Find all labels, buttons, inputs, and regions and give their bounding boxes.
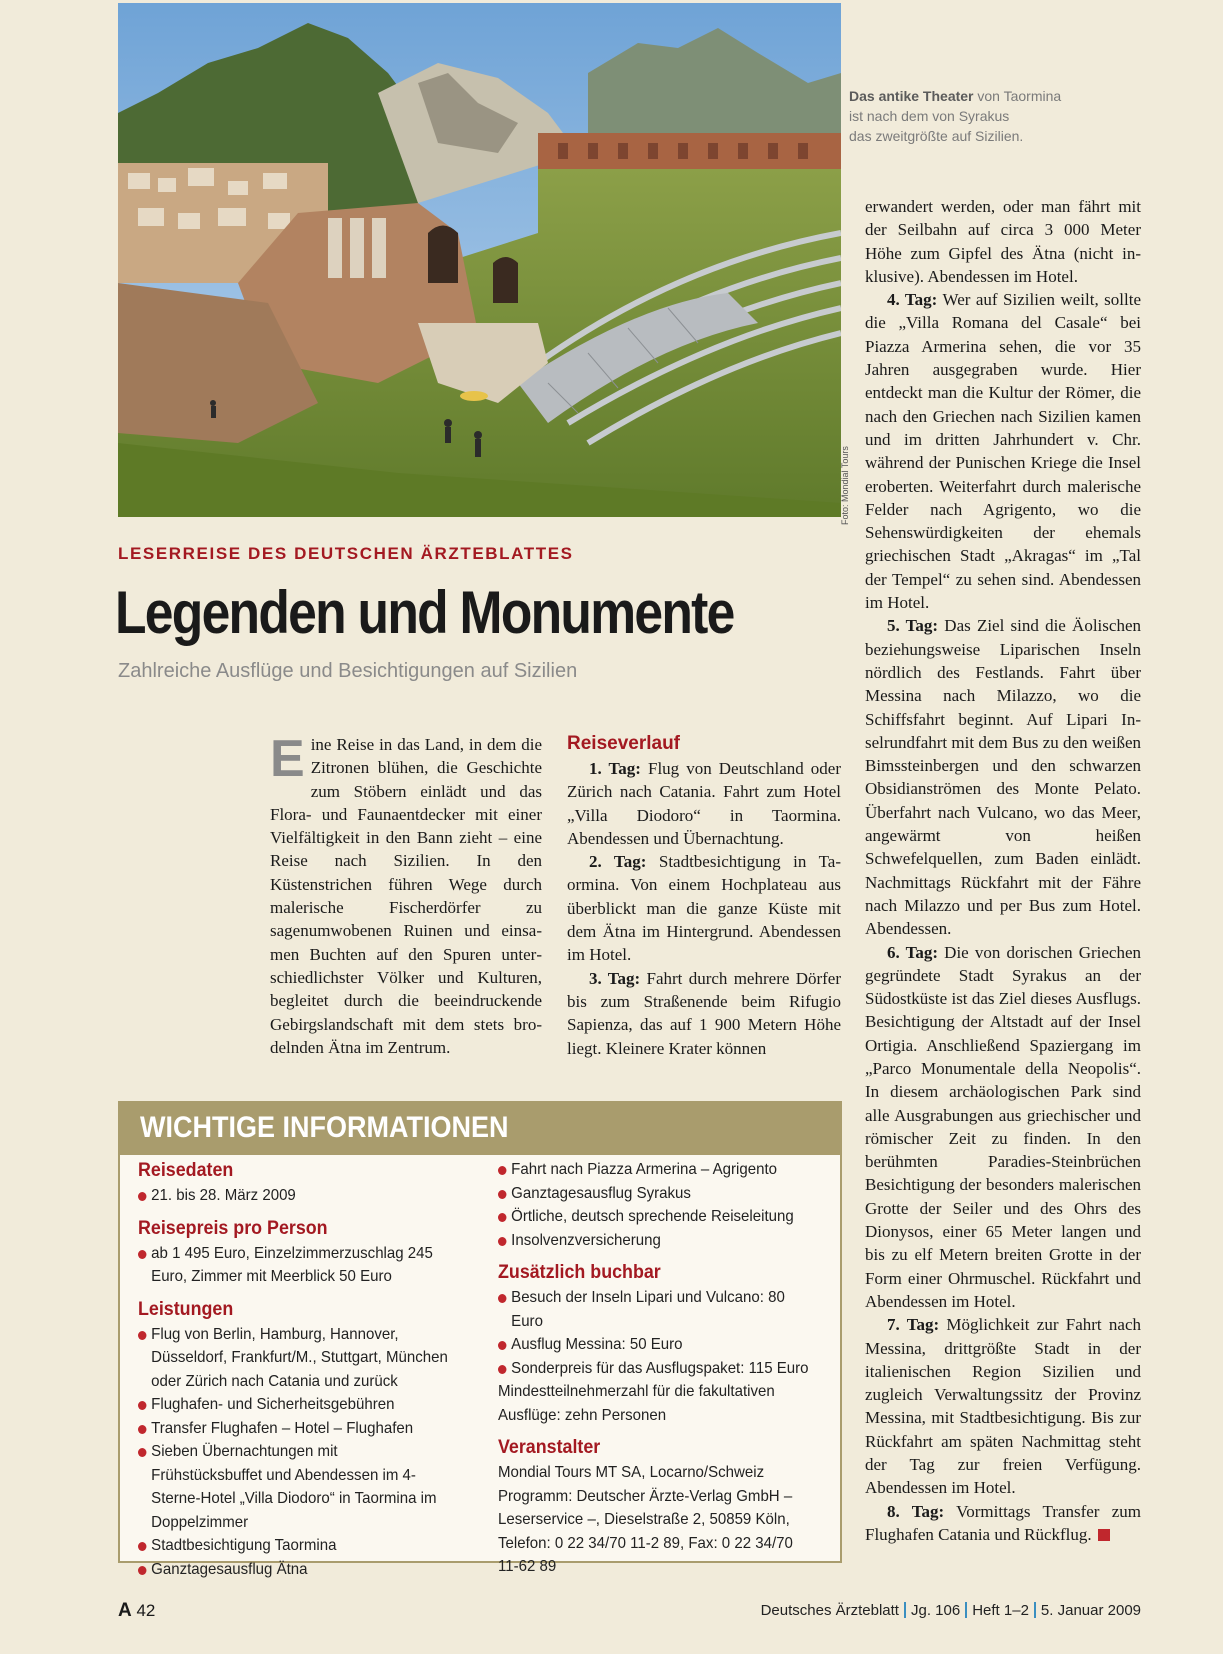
footer-divider (965, 1602, 967, 1618)
zusatz-note: Mindestteilnehmerzahl für die fakultativen Ausflüge: zehn Personen (498, 1383, 775, 1424)
itinerary-heading: Reiseverlauf (567, 733, 681, 754)
footer-divider (904, 1602, 906, 1618)
journal-volume: Jg. 106 (910, 1602, 961, 1619)
article-subhead: Zahlreiche Ausflüge und Besichtigungen auf Sizilien (118, 660, 578, 682)
theatre-photo-illustration (118, 3, 841, 517)
day-label: 8. Tag: (887, 1501, 945, 1521)
page-number-value: 42 (131, 1601, 156, 1620)
article-kicker: LESERREISE DES DEUTSCHEN ÄRZTEBLATTES (118, 544, 574, 563)
info-left-column (138, 1158, 448, 1581)
caption-text-1: von Taormina (973, 88, 1062, 104)
day-label: 7. Tag: (887, 1315, 940, 1335)
theatre-photo (118, 3, 841, 517)
journal-date: 5. Januar 2009 (1040, 1602, 1141, 1619)
day-label: 4. Tag: (887, 290, 938, 310)
list-item: Stadtbesichtigung Taormina (138, 1534, 448, 1558)
caption-text-2: ist nach dem von Syrakus (849, 108, 1010, 124)
veranstalter-heading: Veranstalter (498, 1437, 601, 1458)
day-paragraph (865, 1313, 1141, 1499)
article-headline: Legenden und Monumente (115, 579, 734, 646)
info-box-header (120, 1103, 840, 1155)
day-text: Wer auf Sizilien weilt, sollte die „Villa Romana del Casale“ bei Piazza Armerina sehen, die vor 35 Jahren ausgegraben wurde. Hier entdeckt man die Kultur der Römer, die nach den Griechen nach Sizilien kamen und im dritten Jahrhundert v. Chr. während der Punischen Kriege die Insel eroberten. Weiterfahrt durch malerische Felder nach Agrigento, wo die Sehenswürdigkeiten der ehemals griechischen Stadt „Akragas“ im „Tal der Tempel“ zu sehen sind. Abendessen im Hotel. (865, 290, 1141, 613)
caption-text-3: das zweitgrößte auf Sizilien. (849, 128, 1024, 144)
list-item: Örtliche, deutsch sprechende Reiseleitung (498, 1205, 810, 1229)
day-paragraph (865, 614, 1141, 940)
page-number (118, 1600, 155, 1622)
journal-name: Deutsches Ärzteblatt (760, 1602, 899, 1619)
day-paragraph (865, 288, 1141, 614)
info-right-column (498, 1158, 810, 1579)
caption-bold: Das antike Theater (849, 88, 974, 104)
itinerary-column (567, 733, 841, 1060)
list-item: Sieben Übernachtungen mit Frühstücksbuffet und Abendessen im 4-Sterne-Hotel „Villa Diodoro“ in Taormina im Doppelzimmer (138, 1440, 448, 1534)
list-item: Besuch der Inseln Lipari und Vulcano: 80 Euro (498, 1286, 810, 1333)
continuation-paragraph: erwandert werden, oder man fährt mit der Seilbahn auf circa 3 000 Meter Höhe zum Gipfel des Ätna (nicht inklusive). Abendessen im Hotel. (865, 197, 1141, 286)
photo-caption (849, 86, 1079, 146)
list-item: Sonderpreis für das Ausflugspaket: 115 Euro (498, 1357, 810, 1381)
day-paragraph (567, 967, 841, 1060)
photo-credit: Foto: Mondial Tours (840, 446, 850, 525)
info-box (118, 1101, 842, 1578)
list-item: Insolvenzversicherung (498, 1229, 810, 1253)
list-item: 21. bis 28. März 2009 (138, 1184, 448, 1208)
day-text: Flug von Deutschland oder Zürich nach Catania. Fahrt zum Hotel „Villa Diodoro“ in Taormina. Abendessen und Übernachtung. (567, 759, 841, 848)
intro-column (270, 730, 542, 1059)
footer-divider (1034, 1602, 1036, 1618)
page-prefix: A (118, 1600, 132, 1621)
day-text: Möglichkeit zur Fahrt nach Messina, drittgrößte Stadt in der italienischen Region Sizilien und zugleich Verwaltungssitz der Provinz Messina, mit Stadtbesichtigung. Bis zur Rückfahrt am späten Nachmittag steht der Tag zur freien Verfügung. Abendessen im Hotel. (865, 1315, 1141, 1498)
list-item: Ausflug Messina: 50 Euro (498, 1333, 810, 1357)
list-item: Ganztagesausflug Syrakus (498, 1182, 810, 1206)
day-label: 6. Tag: (887, 942, 939, 962)
day-paragraph (567, 850, 841, 966)
journal-footer (761, 1602, 1141, 1619)
list-item: Ganztagesausflug Ätna (138, 1558, 448, 1582)
day-label: 3. Tag: (589, 968, 641, 988)
list-item: Transfer Flughafen – Hotel – Flughafen (138, 1417, 448, 1441)
reisedaten-heading: Reisedaten (138, 1160, 234, 1181)
veranstalter-text: Mondial Tours MT SA, Locarno/Schweiz Programm: Deutscher Ärzte-Verlag GmbH – Leserservice –, Dieselstraße 2, 50859 Köln, Telefon: 0 22 34/70 11-2 89, Fax: 0 22 34/70 11-62 89 (498, 1464, 793, 1575)
leistungen-heading: Leistungen (138, 1298, 234, 1320)
info-box-title: WICHTIGE INFORMATIONEN (140, 1111, 509, 1144)
continuation-column (865, 195, 1141, 1546)
day-text: Das Ziel sind die Äolischen beziehungsweise Liparischen Inseln nördlich des Festlands. Fahrt über Messina nach Milazzo, wo die Schiffsfahrt beginnt. Auf Lipari Inselrundfahrt mit dem Bus zu den weißen Bimssteinbergen und den schwarzen Obsidianströmen des Monte Pelato. Überfahrt nach Vulcano, wo das Meer, angewärmt von heißen Schwefelquellen, zum Baden einlädt. Nachmittags Rückfahrt mit der Fähre nach Milazzo und per Bus zum Hotel. Abendessen. (865, 616, 1141, 939)
day-paragraph (865, 941, 1141, 1314)
list-item: ab 1 495 Euro, Einzelzimmerzuschlag 245 Euro, Zimmer mit Meerblick 50 Euro (138, 1242, 448, 1289)
day-paragraph (567, 757, 841, 850)
list-item: Fahrt nach Piazza Armerina – Agrigento (498, 1158, 810, 1182)
day-label: 1. Tag: (589, 759, 641, 778)
day-text: Die von dorischen Griechen gegründete Stadt Syrakus an der Südostküste ist das Ziel dieses Ausflugs. Besichtigung der Altstadt auf der Insel Ortigia. Anschließend Spaziergang im „Parco Monumentale della Neopolis“. In diesem archäologischen Park sind alle Ausgrabungen aus griechischer und römischer Zeit zu finden. In den berühmten Paradies-Steinbrüchen Besichtigung der besonders malerischen Grotte der Seiler und des Ohrs des Dionysos, einer 65 Meter langen und bis zu elf Metern breiten Grotte in der Form einer Ohrmuschel. Rückfahrt und Abendessen im Hotel. (865, 942, 1142, 1311)
list-item: Flug von Berlin, Hamburg, Hannover, Düsseldorf, Frankfurt/M., Stuttgart, München oder Zürich nach Catania und zurück (138, 1323, 448, 1394)
day-text: Stadtbesichtigung in Taormina. Von einem Hochplateau aus überblickt man die ganze Küste mit dem Ätna im Hintergrund. Abendessen im Hotel. (567, 852, 841, 965)
preis-heading: Reisepreis pro Person (138, 1217, 328, 1239)
day-text: Fahrt durch mehrere Dörfer bis zum Straßenende beim Rifugio Sapienza, das auf 1 900 Metern Höhe liegt. Kleinere Krater können (567, 968, 842, 1058)
zusatz-heading: Zusätzlich buchbar (498, 1262, 661, 1283)
journal-issue: Heft 1–2 (972, 1602, 1029, 1619)
day-label: 5. Tag: (887, 616, 939, 636)
drop-cap: E (270, 730, 305, 788)
day-text: Vormittags Transfer zum Flughafen Catania und Rückflug. (865, 1501, 1141, 1544)
intro-text: ine Reise in das Land, in dem die Zitronen blühen, die Geschichte zum Stöbern einlädt und das Flora- und Faunaentdecker mit einer Vielfältigkeit in den Bann zieht – eine Reise nach Sizilien. In den Küstenstrichen führen Wege durch malerische Fischerdörfer zu sagenumwobenen Ruinen und einsamen Buchten auf den Spuren unterschiedlichster Völker und Kulturen, begleitet durch die beeindruckende Gebirgslandschaft mit dem stets brodelnden Ätna im Zentrum. (270, 735, 542, 1057)
day-paragraph (865, 1500, 1141, 1547)
list-item: Flughafen- und Sicherheitsgebühren (138, 1393, 448, 1417)
end-of-article-mark (1098, 1529, 1110, 1541)
day-label: 2. Tag: (589, 852, 647, 872)
